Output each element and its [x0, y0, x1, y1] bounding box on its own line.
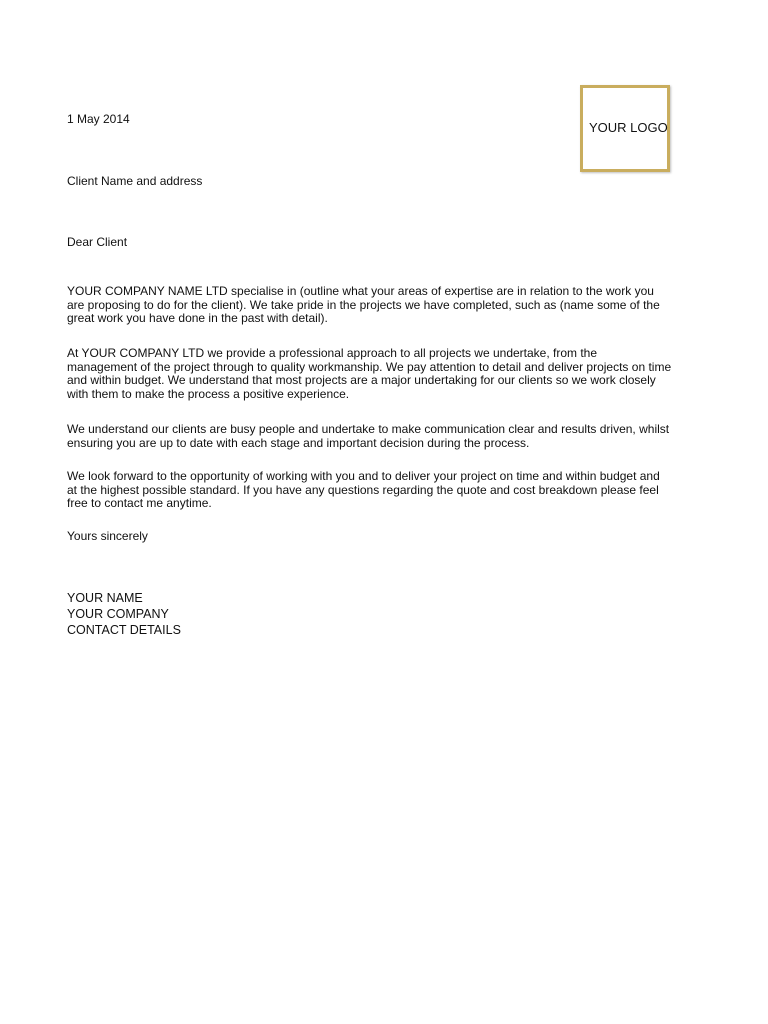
paragraph-line: are proposing to do for the client). We take pride in the projects we have completed, such as (name some of the: [67, 297, 660, 312]
paragraph-line: and within budget. We understand that most projects are a major undertaking for our clients so we work closely: [67, 373, 656, 387]
salutation: Dear Client: [67, 235, 128, 249]
recipient-address: Client Name and address: [67, 174, 203, 188]
paragraph-line: At YOUR COMPANY LTD we provide a professional approach to all projects we undertake, from the: [67, 346, 598, 360]
paragraph-line: YOUR COMPANY NAME LTD specialise in (outline what your areas of expertise are in relation to the work you: [67, 284, 654, 298]
paragraph-line: with them to make the process a positive experience.: [67, 386, 350, 401]
logo-label: YOUR LOGO: [589, 120, 668, 135]
paragraph-line: We look forward to the opportunity of working with you and to deliver your project on time and within budget and: [67, 469, 660, 483]
signature-company: YOUR COMPANY: [67, 607, 169, 621]
paragraph-closing-remarks: [67, 470, 727, 511]
logo-placeholder: [580, 85, 670, 172]
paragraph-intro: [67, 285, 727, 326]
signature-block: [67, 590, 181, 638]
paragraph-line: We understand our clients are busy people and undertake to make communication clear and results driven, whilst: [67, 422, 670, 436]
paragraph-line: free to contact me anytime.: [67, 496, 212, 510]
paragraph-line: great work you have done in the past with detail).: [67, 311, 328, 325]
paragraph-communication: [67, 423, 727, 450]
signature-name: YOUR NAME: [67, 591, 143, 605]
letter-date: 1 May 2014: [67, 112, 130, 126]
closing-phrase: Yours sincerely: [67, 529, 148, 543]
paragraph-line: at the highest possible standard. If you have any questions regarding the quote and cost breakdown please feel: [67, 482, 659, 497]
paragraph-line: ensuring you are up to date with each stage and important decision during the process.: [67, 435, 530, 450]
paragraph-line: management of the project through to quality workmanship. We pay attention to detail and deliver projects on time: [67, 359, 672, 374]
signature-contact: CONTACT DETAILS: [67, 623, 181, 637]
paragraph-approach: [67, 347, 727, 401]
